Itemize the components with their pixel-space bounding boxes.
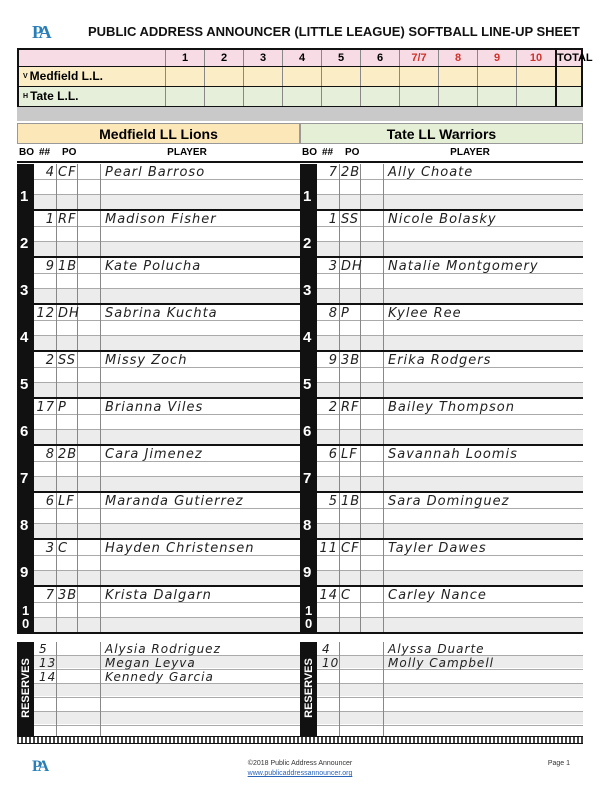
score-cell[interactable] <box>282 67 321 86</box>
col-divider <box>56 258 57 303</box>
col-divider <box>339 258 340 303</box>
jersey-number[interactable]: 4 <box>45 165 55 180</box>
jersey-number[interactable]: 2 <box>328 400 338 415</box>
reserve-player-name[interactable]: Kennedy Garcia <box>105 670 214 684</box>
inning-number: 5 <box>321 50 360 66</box>
batting-order-number <box>17 587 34 632</box>
player-name[interactable]: Kylee Ree <box>388 306 462 321</box>
player-name[interactable]: Madison Fisher <box>105 212 217 227</box>
reserve-number[interactable]: 13 <box>39 656 57 670</box>
position[interactable]: CF <box>58 165 77 180</box>
reserves-label: RESERVES <box>303 658 315 718</box>
batting-slot[interactable] <box>300 211 583 258</box>
col-divider <box>383 540 384 585</box>
inning-number: 6 <box>360 50 399 66</box>
position[interactable]: RF <box>341 400 360 415</box>
player-name[interactable]: Savannah Loomis <box>388 447 518 462</box>
column-bo: BO <box>19 147 34 158</box>
batting-slot[interactable] <box>17 164 300 211</box>
shaded-row <box>317 289 583 303</box>
score-cell[interactable] <box>165 67 204 86</box>
inning-number: 7/7 <box>399 50 438 66</box>
score-cell[interactable] <box>282 87 321 106</box>
col-divider <box>56 211 57 256</box>
visitor-lineup-panel <box>17 121 300 741</box>
position[interactable]: 2B <box>58 447 78 462</box>
batting-order-number <box>17 211 34 256</box>
col-divider <box>360 399 361 444</box>
position[interactable]: CF <box>341 541 360 556</box>
reserves-label: RESERVES <box>20 658 32 718</box>
score-cell[interactable] <box>321 67 360 86</box>
col-divider <box>56 399 57 444</box>
total-cell[interactable] <box>555 67 583 86</box>
batting-order-label: 3 <box>303 282 312 299</box>
shaded-row <box>317 712 583 724</box>
inning-number: 8 <box>438 50 477 66</box>
col-divider <box>100 446 101 491</box>
batting-slot[interactable] <box>17 540 300 587</box>
col-divider <box>383 305 384 350</box>
batting-order-label: 6 <box>303 423 312 440</box>
reserve-number[interactable]: 4 <box>322 642 331 656</box>
col-divider <box>100 587 101 632</box>
batting-order-label: 3 <box>20 282 29 299</box>
shaded-row <box>317 477 583 491</box>
jersey-number[interactable]: 3 <box>45 541 55 556</box>
visitor-tag: V <box>23 73 28 80</box>
jersey-number[interactable]: 3 <box>328 259 338 274</box>
position[interactable]: DH <box>341 259 363 274</box>
batting-slot[interactable] <box>17 587 300 634</box>
batting-order-label: 8 <box>303 517 312 534</box>
player-name[interactable]: Cara Jimenez <box>105 447 203 462</box>
batting-order-number <box>17 352 34 397</box>
position[interactable]: LF <box>58 494 75 509</box>
position[interactable]: 3B <box>341 353 361 368</box>
score-cell[interactable] <box>438 87 477 106</box>
jersey-number[interactable]: 8 <box>328 306 338 321</box>
col-divider <box>100 305 101 350</box>
score-cell[interactable] <box>399 87 438 106</box>
batting-order-number <box>300 258 317 303</box>
col-divider <box>77 164 78 209</box>
reserve-number[interactable]: 10 <box>322 656 340 670</box>
shaded-row <box>317 430 583 444</box>
batting-slot[interactable] <box>17 493 300 540</box>
batting-order-label: 10 <box>305 603 313 631</box>
score-cell[interactable] <box>516 67 555 86</box>
batting-order-label: 7 <box>20 470 29 487</box>
shaded-row <box>317 571 583 585</box>
col-divider <box>56 352 57 397</box>
player-name[interactable]: Kate Polucha <box>105 259 202 274</box>
col-divider <box>339 540 340 585</box>
score-cell[interactable] <box>438 67 477 86</box>
col-divider <box>383 258 384 303</box>
col-divider <box>339 164 340 209</box>
col-divider <box>100 258 101 303</box>
scoreboard <box>17 48 593 107</box>
total-label: TOTAL <box>557 52 593 64</box>
score-cell[interactable] <box>165 87 204 106</box>
column-po: PO <box>345 147 360 158</box>
shaded-row <box>317 242 583 256</box>
col-divider <box>100 540 101 585</box>
batting-order-label: 1 <box>20 188 29 205</box>
jersey-number[interactable]: 6 <box>45 494 55 509</box>
batting-order-number <box>300 305 317 350</box>
home-tag: H <box>23 93 29 100</box>
position[interactable]: RF <box>58 212 77 227</box>
batting-order-number <box>300 399 317 444</box>
batting-slot[interactable] <box>300 305 583 352</box>
inning-number: 3 <box>243 50 282 66</box>
position[interactable]: 3B <box>58 588 78 603</box>
batting-order-label: 6 <box>20 423 29 440</box>
batting-slot[interactable] <box>17 211 300 258</box>
score-cell[interactable] <box>477 67 516 86</box>
batting-order-number <box>17 164 34 209</box>
position[interactable]: SS <box>341 212 360 227</box>
player-name[interactable]: Erika Rodgers <box>388 353 492 368</box>
shaded-row <box>34 383 300 397</box>
position[interactable]: SS <box>58 353 77 368</box>
batting-order-number <box>300 587 317 632</box>
col-divider <box>100 352 101 397</box>
shaded-row <box>34 712 300 724</box>
jersey-number[interactable]: 12 <box>36 306 55 321</box>
score-cell[interactable] <box>204 87 243 106</box>
col-divider <box>100 399 101 444</box>
col-divider <box>100 642 101 741</box>
col-divider <box>339 399 340 444</box>
batting-order-number <box>17 446 34 491</box>
visitor-team <box>19 67 165 86</box>
batting-order-number <box>300 493 317 538</box>
batting-slot[interactable] <box>300 399 583 446</box>
inning-number: 1 <box>165 50 204 66</box>
player-name[interactable]: Krista Dalgarn <box>105 588 212 603</box>
jersey-number[interactable]: 6 <box>328 447 338 462</box>
home-team <box>19 87 165 106</box>
player-name[interactable]: Pearl Barroso <box>105 165 206 180</box>
row-line <box>34 697 300 698</box>
batting-order-number <box>17 493 34 538</box>
batting-order-number <box>300 540 317 585</box>
column-headers <box>17 145 300 163</box>
col-divider <box>77 352 78 397</box>
col-divider <box>56 540 57 585</box>
batting-order-label: 10 <box>22 603 30 631</box>
player-name[interactable]: Natalie Montgomery <box>388 259 539 274</box>
batting-order-number <box>17 540 34 585</box>
jersey-number[interactable]: 7 <box>45 588 55 603</box>
column-player: PLAYER <box>167 147 207 158</box>
batting-slot[interactable] <box>300 446 583 493</box>
position[interactable]: C <box>341 588 352 603</box>
batting-order-label: 7 <box>303 470 312 487</box>
position[interactable]: DH <box>58 306 80 321</box>
jersey-number[interactable]: 5 <box>328 494 338 509</box>
jersey-number[interactable]: 1 <box>328 212 338 227</box>
reserve-player-name[interactable]: Molly Campbell <box>388 656 494 670</box>
visitor-name: Medfield L.L. <box>29 69 104 83</box>
jersey-number[interactable]: 11 <box>319 541 338 556</box>
col-divider <box>77 211 78 256</box>
col-divider <box>56 642 57 741</box>
website-link[interactable]: www.publicaddressannouncer.org <box>247 770 353 777</box>
jersey-number[interactable]: 9 <box>45 259 55 274</box>
batting-order-number <box>17 258 34 303</box>
col-divider <box>339 587 340 632</box>
col-divider <box>383 493 384 538</box>
col-divider <box>100 164 101 209</box>
team-heading: Tate LL Warriors <box>300 123 583 144</box>
batting-order-number <box>17 305 34 350</box>
row-line <box>317 725 583 726</box>
batting-slot[interactable] <box>17 305 300 352</box>
reserve-number[interactable]: 14 <box>39 670 57 684</box>
home-name: Tate L.L. <box>30 89 79 103</box>
reserves-section <box>300 642 583 743</box>
score-cell[interactable] <box>399 67 438 86</box>
column-po: PO <box>62 147 77 158</box>
shaded-row <box>34 195 300 209</box>
copyright: ©2018 Public Address Announcer <box>247 760 353 767</box>
batting-slot[interactable] <box>300 352 583 399</box>
score-cell[interactable] <box>516 87 555 106</box>
shaded-row <box>317 524 583 538</box>
score-cell[interactable] <box>321 87 360 106</box>
col-divider <box>339 642 340 741</box>
score-cell[interactable] <box>360 87 399 106</box>
col-divider <box>56 446 57 491</box>
col-divider <box>56 587 57 632</box>
jersey-number[interactable]: 8 <box>45 447 55 462</box>
col-divider <box>100 211 101 256</box>
shaded-row <box>34 242 300 256</box>
batting-order-label: 8 <box>20 517 29 534</box>
shaded-row <box>34 430 300 444</box>
shaded-row <box>34 571 300 585</box>
page-title: PUBLIC ADDRESS ANNOUNCER (LITTLE LEAGUE) SOFTBALL LINE-UP SHEET <box>88 24 580 39</box>
player-name[interactable]: Carley Nance <box>388 588 487 603</box>
reserve-number[interactable]: 5 <box>39 642 48 656</box>
col-divider <box>56 305 57 350</box>
col-divider <box>383 211 384 256</box>
batting-slot[interactable] <box>17 446 300 493</box>
batting-order-label: 4 <box>20 329 29 346</box>
score-cell[interactable] <box>477 87 516 106</box>
score-cell[interactable] <box>243 87 282 106</box>
reserve-player-name[interactable]: Alyssa Duarte <box>388 642 485 656</box>
inning-number: 2 <box>204 50 243 66</box>
batting-slot[interactable] <box>300 493 583 540</box>
batting-order-label: 4 <box>303 329 312 346</box>
col-divider <box>77 493 78 538</box>
batting-slot[interactable] <box>300 258 583 305</box>
batting-order-label: 5 <box>20 376 29 393</box>
logo: PA <box>32 22 49 42</box>
home-lineup-panel <box>300 121 583 741</box>
batting-order-number <box>300 446 317 491</box>
shaded-row <box>34 336 300 350</box>
row-line <box>34 725 300 726</box>
row-line <box>317 697 583 698</box>
column-player: PLAYER <box>450 147 490 158</box>
batting-slot[interactable] <box>17 399 300 446</box>
shaded-row <box>317 684 583 696</box>
position[interactable]: 1B <box>58 259 78 274</box>
position[interactable]: 1B <box>341 494 361 509</box>
col-divider <box>360 305 361 350</box>
batting-order-number <box>300 352 317 397</box>
batting-order-label: 2 <box>303 235 312 252</box>
reserve-player-name[interactable]: Megan Leyva <box>105 656 196 670</box>
batting-order-label: 9 <box>303 564 312 581</box>
shaded-row <box>317 336 583 350</box>
batting-order-number <box>300 164 317 209</box>
shaded-row <box>317 618 583 632</box>
col-divider <box>383 642 384 741</box>
col-divider <box>383 446 384 491</box>
col-divider <box>339 305 340 350</box>
total-cell[interactable] <box>555 87 583 106</box>
player-name[interactable]: Bailey Thompson <box>388 400 515 415</box>
column-bo: BO <box>302 147 317 158</box>
spacer <box>17 107 583 121</box>
footer-logo: PA <box>32 758 47 775</box>
batting-order-label: 1 <box>303 188 312 205</box>
jersey-number[interactable]: 14 <box>319 588 338 603</box>
team-heading: Medfield LL Lions <box>17 123 300 144</box>
column-num: ## <box>39 147 51 158</box>
batting-slot[interactable] <box>300 164 583 211</box>
col-divider <box>56 164 57 209</box>
score-cell[interactable] <box>204 67 243 86</box>
col-divider <box>77 540 78 585</box>
col-divider <box>56 493 57 538</box>
column-headers <box>300 145 583 163</box>
col-divider <box>339 446 340 491</box>
jersey-number[interactable]: 17 <box>36 400 55 415</box>
batting-order-label: 9 <box>20 564 29 581</box>
col-divider <box>339 352 340 397</box>
player-name[interactable]: Nicole Bolasky <box>388 212 497 227</box>
score-cell[interactable] <box>360 67 399 86</box>
shaded-row <box>34 618 300 632</box>
position[interactable]: P <box>341 306 350 321</box>
player-name[interactable]: Ally Choate <box>388 165 474 180</box>
shaded-row <box>34 477 300 491</box>
inning-number: 10 <box>516 50 555 66</box>
col-divider <box>360 540 361 585</box>
shaded-row <box>317 383 583 397</box>
jersey-number[interactable]: 7 <box>328 165 338 180</box>
col-divider <box>383 399 384 444</box>
position[interactable]: 2B <box>341 165 361 180</box>
col-divider <box>339 211 340 256</box>
reserves-section <box>17 642 300 743</box>
player-name[interactable]: Maranda Gutierrez <box>105 494 244 509</box>
player-name[interactable]: Sabrina Kuchta <box>105 306 218 321</box>
column-num: ## <box>322 147 334 158</box>
player-name[interactable]: Sara Dominguez <box>388 494 510 509</box>
col-divider <box>383 164 384 209</box>
batting-order-label: 5 <box>303 376 312 393</box>
col-divider <box>383 587 384 632</box>
batting-slot[interactable] <box>300 540 583 587</box>
position[interactable]: P <box>58 400 67 415</box>
col-divider <box>383 352 384 397</box>
inning-number: 4 <box>282 50 321 66</box>
player-name[interactable]: Hayden Christensen <box>105 541 255 556</box>
batting-order-number <box>17 399 34 444</box>
shaded-row <box>34 684 300 696</box>
player-name[interactable]: Brianna Viles <box>105 400 204 415</box>
col-divider <box>360 446 361 491</box>
player-name[interactable]: Tayler Dawes <box>388 541 487 556</box>
col-divider <box>360 587 361 632</box>
batting-order-number <box>300 211 317 256</box>
col-divider <box>100 493 101 538</box>
jersey-number[interactable]: 1 <box>45 212 55 227</box>
batting-slot[interactable] <box>17 352 300 399</box>
shaded-row <box>317 195 583 209</box>
inning-number: 9 <box>477 50 516 66</box>
batting-order-label: 2 <box>20 235 29 252</box>
col-divider <box>339 493 340 538</box>
col-divider <box>77 399 78 444</box>
shaded-row <box>34 289 300 303</box>
reserves-label-bar <box>300 642 317 741</box>
col-divider <box>360 211 361 256</box>
reserves-label-bar <box>17 642 34 741</box>
player-name[interactable]: Missy Zoch <box>105 353 188 368</box>
score-cell[interactable] <box>243 67 282 86</box>
bottom-border <box>17 736 583 744</box>
batting-slot[interactable] <box>17 258 300 305</box>
jersey-number[interactable]: 9 <box>328 353 338 368</box>
page-number: Page 1 <box>547 760 570 767</box>
jersey-number[interactable]: 2 <box>45 353 55 368</box>
reserve-player-name[interactable]: Alysia Rodriguez <box>105 642 221 656</box>
position[interactable]: LF <box>341 447 358 462</box>
batting-slot[interactable] <box>300 587 583 634</box>
position[interactable]: C <box>58 541 69 556</box>
shaded-row <box>34 524 300 538</box>
